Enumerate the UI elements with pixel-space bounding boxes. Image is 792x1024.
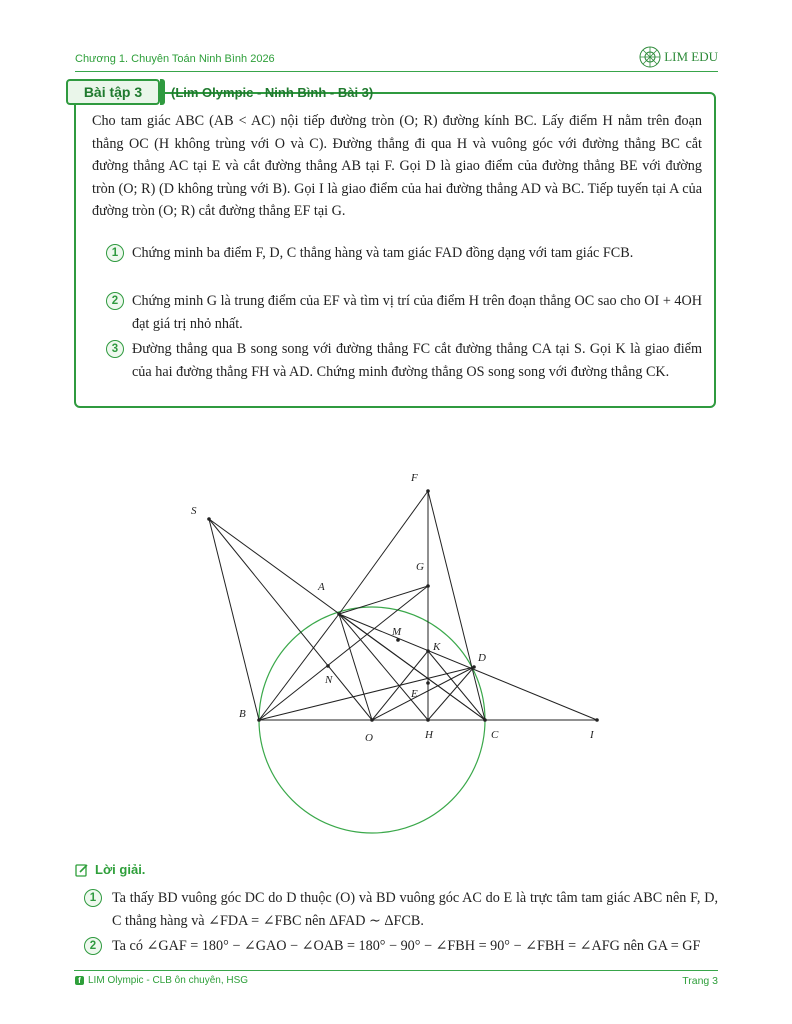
- solution-item-2: [84, 935, 718, 958]
- point-n: [326, 664, 330, 668]
- item-number: 2: [106, 292, 124, 310]
- circle-o: [259, 607, 485, 833]
- point-m: [396, 638, 400, 642]
- item-text: Đường thẳng qua B song song với đường thẳng FC cắt đường thẳng CA tại S. Gọi K là giao điểm của hai đường thẳng FH và AD. Chứng minh đường thẳng OS song song với đường thẳng CK.: [132, 341, 702, 380]
- page-header: [75, 50, 718, 72]
- item-text: Chứng minh G là trung điểm của EF và tìm vị trí của điểm H trên đoạn thẳng OC sao cho OI + 4OH đạt giá trị nhỏ nhất.: [132, 293, 702, 332]
- segment-od: [372, 667, 474, 720]
- point-e: [426, 681, 430, 685]
- segment-ag: [339, 586, 428, 614]
- segment-ao: [339, 614, 372, 720]
- footer-left-text: LIM Olympic - CLB ôn chuyên, HSG: [88, 975, 249, 986]
- segment-sb: [209, 519, 259, 720]
- page-number: Trang 3: [682, 975, 718, 987]
- label-h: H: [425, 729, 433, 741]
- problem-item-3: [106, 338, 702, 383]
- exercise-tag-notch: [160, 79, 165, 105]
- label-k: K: [433, 641, 441, 653]
- point-o: [370, 718, 374, 722]
- point-i: [595, 718, 599, 722]
- header-divider: [75, 71, 718, 72]
- segment-ok: [372, 651, 428, 720]
- segment-ai: [339, 614, 597, 720]
- label-d: D: [478, 652, 486, 664]
- logo-icon: [638, 45, 662, 69]
- label-o: O: [365, 732, 373, 744]
- segment-bd: [259, 667, 474, 720]
- exercise-source: (Lim Olympic - Ninh Bình - Bài 3): [171, 85, 374, 100]
- point-c: [483, 718, 487, 722]
- segment-so: [209, 519, 372, 720]
- label-e: E: [411, 688, 418, 700]
- label-s: S: [191, 505, 197, 517]
- label-a: A: [318, 581, 325, 593]
- point-b: [257, 718, 261, 722]
- logo-text: LIM EDU: [664, 49, 718, 64]
- facebook-icon: f: [75, 976, 84, 985]
- solution-heading-text: Lời giải.: [95, 862, 146, 877]
- point-f: [426, 489, 430, 493]
- segment-ab: [259, 614, 339, 720]
- chapter-title: Chương 1. Chuyên Toán Ninh Bình 2026: [75, 53, 275, 65]
- problem-item-1: [106, 242, 702, 265]
- point-a: [337, 612, 341, 616]
- solution-item-1: [84, 887, 718, 933]
- label-n: N: [325, 674, 333, 686]
- item-number: 1: [84, 889, 102, 907]
- segment-fc: [428, 491, 485, 720]
- label-m: M: [392, 626, 402, 638]
- segment-kc: [428, 651, 485, 720]
- segment-ah: [339, 614, 428, 720]
- segment-ac: [339, 614, 485, 720]
- item-text: Ta có ∠GAF = 180° − ∠GAO − ∠OAB = 180° − 90° − ∠FBH = 90° − ∠FBH = ∠AFG nên GA = GF: [112, 938, 701, 954]
- point-s: [207, 517, 211, 521]
- point-g: [426, 584, 430, 588]
- item-number: 3: [106, 340, 124, 358]
- problem-item-2: [106, 290, 702, 335]
- logo: [638, 44, 718, 70]
- segment-sc: [209, 519, 485, 720]
- item-text: Ta thấy BD vuông góc DC do D thuộc (O) và BD vuông góc AC do E là trực tâm tam giác ABC nên F, D, C thẳng hàng và ∠FDA = ∠FBC nên ΔFAD ∼ ΔFCB.: [112, 890, 718, 929]
- point-k: [426, 649, 430, 653]
- footer-divider: [74, 970, 718, 971]
- label-c: C: [491, 729, 499, 741]
- item-number: 2: [84, 937, 102, 955]
- label-b: B: [239, 708, 246, 720]
- item-text: Chứng minh ba điểm F, D, C thẳng hàng và tam giác FAD đồng dạng với tam giác FCB.: [132, 245, 634, 261]
- label-g: G: [416, 561, 424, 573]
- point-d: [472, 665, 476, 669]
- label-f: F: [411, 472, 418, 484]
- item-number: 1: [106, 244, 124, 262]
- edit-icon: [75, 863, 89, 877]
- label-i: I: [590, 729, 594, 741]
- exercise-tag: Bài tập 3: [66, 79, 160, 105]
- point-h: [426, 718, 430, 722]
- solution-heading: [75, 862, 145, 877]
- segment-fa: [339, 491, 428, 614]
- footer-left: [75, 975, 248, 986]
- segment-bg: [259, 586, 428, 720]
- problem-statement: Cho tam giác ABC (AB < AC) nội tiếp đường tròn (O; R) đường kính BC. Lấy điểm H nằm trên đoạn thẳng OC (H không trùng với O và C). Đường thẳng đi qua H và vuông góc với đường thẳng BC cắt đường thẳng AC tại E và cắt đường thẳng AB tại F. Gọi D là giao điểm của đường thẳng BE với đường tròn (O; R) (D không trùng với B). Gọi I là giao điểm của hai đường thẳng AD và BC. Tiếp tuyến tại A của đường tròn (O; R) cắt đường thẳng EF tại G.: [92, 113, 702, 219]
- segment-hd: [428, 667, 474, 720]
